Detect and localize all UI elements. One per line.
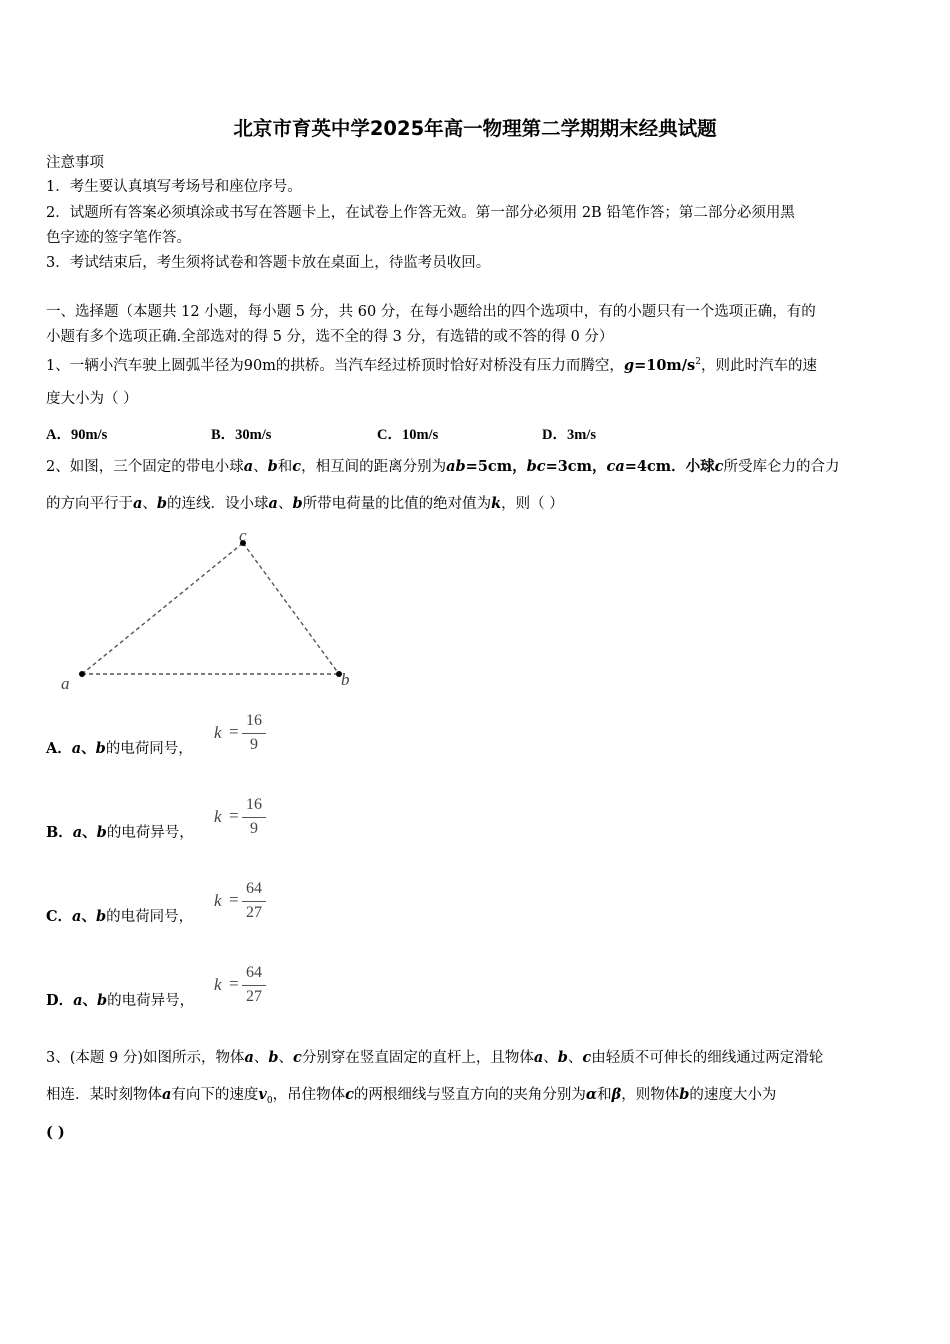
q1-option-c[interactable]: C．10m/s [377, 427, 439, 443]
q1-option-d[interactable]: D．3m/s [542, 427, 596, 443]
label-c: c [239, 526, 247, 545]
q2-stem: 2、如图，三个固定的带电小球a、b和c，相互间的距离分别为ab=5cm，bc=3cm，ca=4cm．小球c所受库仑力的合力 [46, 458, 840, 475]
q1-stem: 1、一辆小汽车驶上圆弧半径为90m的拱桥。当汽车经过桥顶时恰好对桥没有压力而腾空，$g=10m/s^2$，则此时汽车的速 [46, 356, 817, 374]
notice-item: 色字迹的签字笔作答。 [46, 230, 191, 246]
q2-option-c[interactable]: C．a、b的电荷同号， [46, 908, 194, 925]
segment-ac [82, 543, 243, 674]
q1-stem: 度大小为（ ） [46, 391, 138, 407]
q2-stem: 的方向平行于a、b的连线．设小球a、b所带电荷量的比值的绝对值为k，则（ ） [46, 495, 564, 512]
notice-item: 2．试题所有答案必须填涂或书写在答题卡上，在试卷上作答无效。第一部分必须用 2B 铅笔作答；第二部分必须用黑 [46, 205, 795, 221]
page-title: 北京市育英中学2025年高一物理第二学期期末经典试题 [233, 117, 717, 140]
section-instructions: 小题有多个选项正确.全部选对的得 5 分，选不全的得 3 分，有选错的或不答的得 0 分） [46, 329, 614, 345]
label-b: b [341, 670, 350, 689]
q2-option-b[interactable]: B．a、b的电荷异号， [46, 824, 194, 841]
segment-bc [243, 543, 339, 674]
section-instructions: 一、选择题（本题共 12 小题，每小题 5 分，共 60 分，在每小题给出的四个选项中，有的小题只有一个选项正确，有的 [46, 304, 816, 320]
q2-option-a[interactable]: A．a、b的电荷同号， [46, 740, 193, 757]
q1-option-b[interactable]: B．30m/s [211, 427, 272, 443]
q1-option-a[interactable]: A．90m/s [46, 427, 108, 443]
notice-item: 1．考生要认真填写考场号和座位序号。 [46, 179, 302, 195]
notice-heading: 注意事项 [46, 155, 104, 171]
q3-stem: 3、(本题 9 分)如图所示，物体a、b、c分别穿在竖直固定的直杆上，且物体a、b、c由轻质不可伸长的细线通过两定滑轮 [46, 1049, 824, 1066]
label-a: a [61, 674, 70, 693]
triangle-figure [55, 525, 365, 695]
notice-item: 3．考试结束后，考生须将试卷和答题卡放在桌面上，待监考员收回。 [46, 255, 491, 271]
charge-a [79, 671, 85, 677]
q3-stem: 相连．某时刻物体a有向下的速度$v_0$，吊住物体c的两根细线与竖直方向的夹角分别为α和β，则物体b的速度大小为 [46, 1086, 777, 1106]
q3-answer-blank: ( ) [46, 1124, 65, 1141]
q2-option-d[interactable]: D．a、b的电荷异号， [46, 992, 195, 1009]
